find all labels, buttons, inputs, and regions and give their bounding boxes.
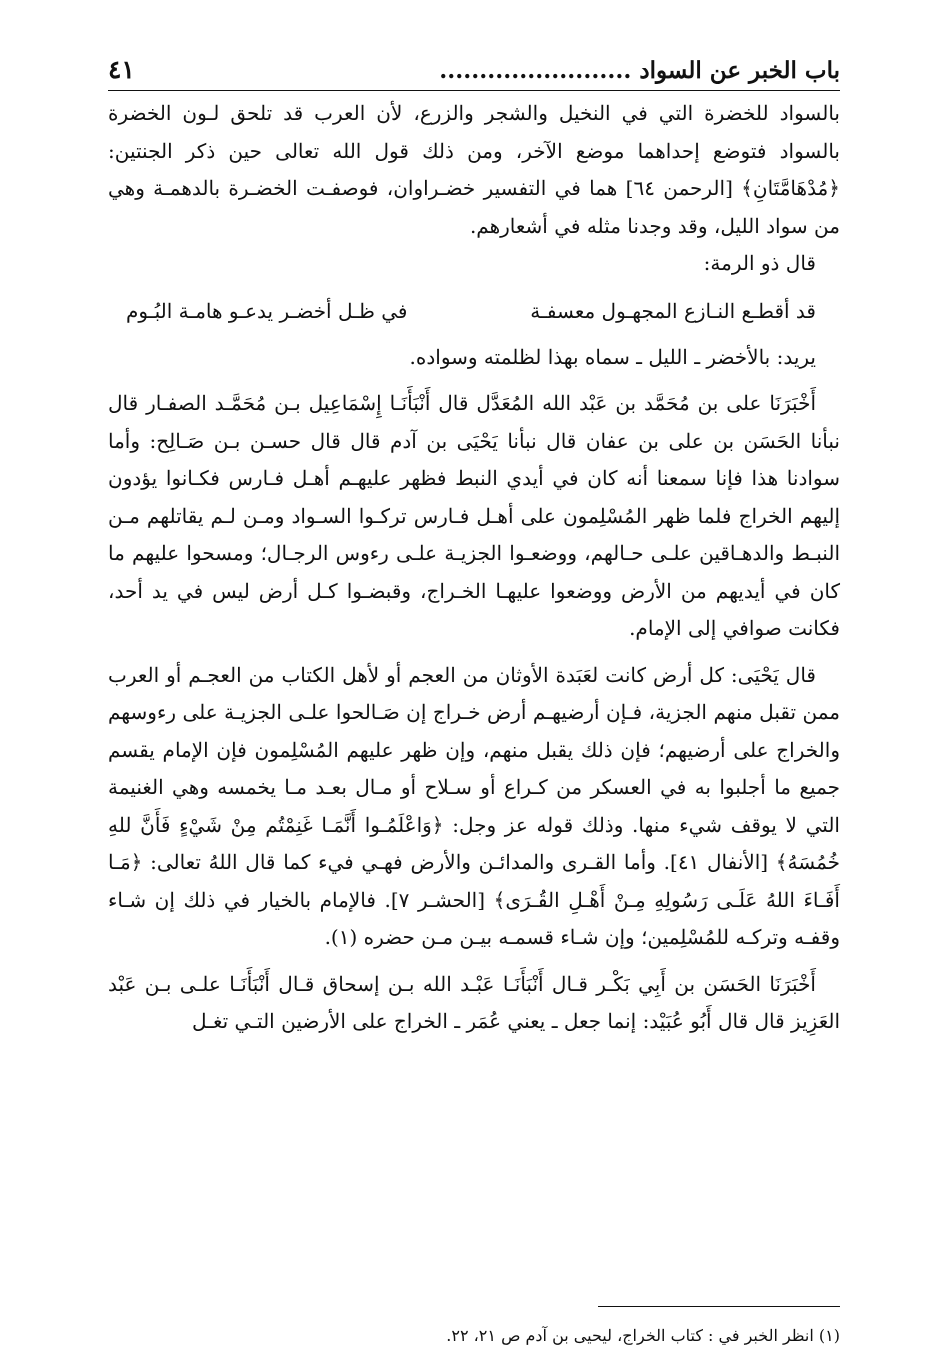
book-page [108,50,840,1350]
paragraph-2: يريد: بالأخضر ـ الليل ـ سماه بهذا لظلمته وسواده. [409,344,816,369]
verse-first-hemistich: قد أقطـع النـازع المجهـول معسفـة [530,298,816,323]
verse-second-hemistich: في ظـل أخضـر يدعـو هامـة البُـوم [126,298,408,323]
poem-attribution: قال ذو الرمة: [703,251,816,275]
paragraph-4: قال يَحْيَى: كل أرض كانت لعَبَدة الأوثان من العجم أو لأهل الكتاب من العجـم أو العرب ممن تقبل منهم الجزية، فـإن أرضيهـم أرض خـراج إن صَـالحوا علـى الجزيـة على رءوسهم والخراج على أرضيهم؛ فإن ذلك يقبل منهم، وإن ظهر عليهم المُسْلِمون فإن الإمام يقسم جميع ما أجلبوا به في العسكر من كـراع أو سـلاح أو مـال بعـد مـا يخمسه وهي الغنيمة التي لا يوقف شيء منها. وذلك قوله عز وجل: ﴿وَاعْلَمُـوا أَنَّمَـا غَنِمْتُم مِنْ شَيْءٍ فَأَنَّ للهِ خُمُسَهُ﴾ [الأنفال ٤١]. وأما القـرى والمدائـن والأرض فهـي فيء كما قال اللهُ تعالى: ﴿مَـا أَفَـاءَ اللهُ عَلَـى رَسُولِهِ مِـنْ أَهْـلِ القُـرَى﴾ [الحشـر ٧]. فالإمام بالخيار في ذلك إن شـاء وقفـه وتركـه للمُسْلِمين؛ وإن شـاء قسمـه بيـن مـن حضره (١). [108,662,840,949]
paragraph-5: أَخْبَرَنَا الحَسَن بن أَبِي بَكْـر قـال أَنْبَأَنَـا عَبْـد الله بـن إسحاق قـال أَنْبَأَنَـا علـى بـن عَبْد العَزِيز قال قال أَبُو عُبَيْد: إنما جعل ـ يعني عُمَر ـ الخراج على الأرضين التـي تغـل [108,971,840,1033]
footnote: (١) انظر الخبر في : كتاب الخراج، ليحيى بن آدم ص ٢١، ٢٢. [446,1326,840,1345]
running-header [108,50,840,91]
poem-verse [108,283,840,339]
paragraph-1: بالسواد للخضرة التي في النخيل والشجر والزرع، لأن العرب قد تلحق لـون الخضرة بالسواد فتوضع إحداهما موضع الآخر، ومن ذلك قول الله تعالى حين ذكر الجنتين: ﴿مُدْهَامَّتَانِ﴾ [الرحمن ٦٤] هما في التفسير خضـراوان، فوصفـت الخضـرة بالدهمـة وهي من سواد الليل، وقد وجدنا مثله في أشعارهم. [108,101,840,238]
paragraph-3: أَخْبَرَنَا على بن مُحَمَّد بن عَبْد الله المُعَدَّل قال أَنْبَأَنَـا إِسْمَاعِيل بـن مُحَمَّـد الصفـار قال نبأنا الحَسَن بن على بن عفان قال نبأنا يَحْيَى بن آدم قال قال حسـن بـن صَـالِح: وأما سوادنا هذا فإنا سمعنا أنه كان في أيدي النبط فظهر عليهـم أهـل فـارس فكـانوا يؤدون إليهم الخراج فلما ظهر المُسْلِمون على أهـل فـارس تركـوا السـواد ومـن لـم يقاتلهم مـن النبـط والدهـاقين علـى حـالهم، ووضعـوا الجزيـة علـى رءوس الرجـال؛ ومسحوا عليهم ما كان في أيديهم من الأرض ووضعوا عليهـا الخـراج، وقبضـوا كـل أرض ليس في يد أحد، فكانت صوافي إلى الإمام. [108,391,840,640]
footnote-divider [598,1306,840,1307]
page-number: ٤١ [108,55,135,84]
page-body [108,95,840,1041]
chapter-title: باب الخبر عن السواد ........................ [439,57,840,84]
